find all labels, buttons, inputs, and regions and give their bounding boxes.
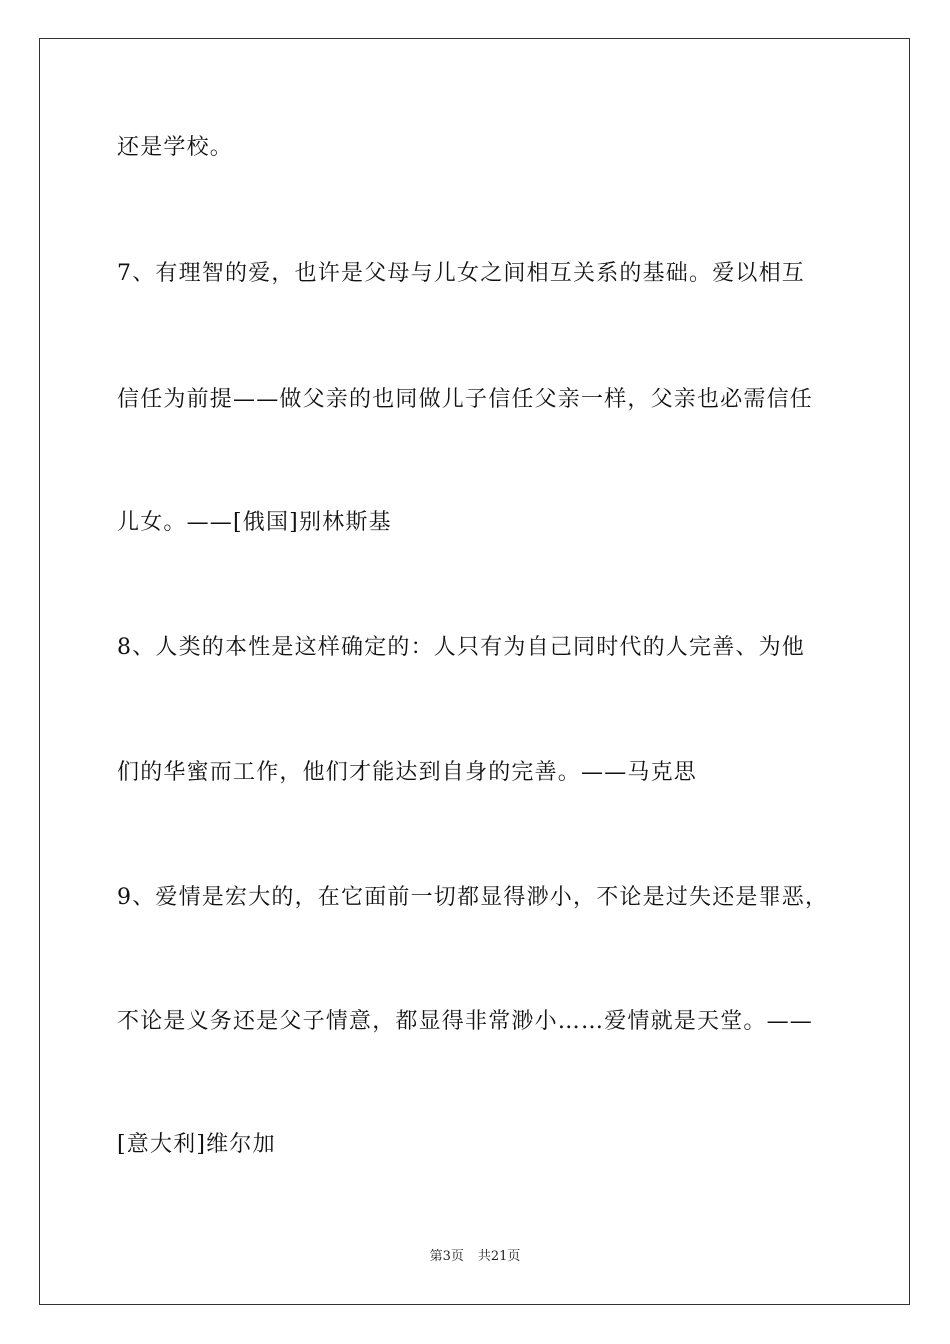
text-line: 7、有理智的爱，也许是父母与儿女之间相互关系的基础。爱以相互 <box>117 261 805 286</box>
text-line: 信任为前提——做父亲的也同做儿子信任父亲一样，父亲也必需信任 <box>117 387 814 412</box>
text-line: 9、爱情是宏大的，在它面前一切都显得渺小，不论是过失还是罪恶， <box>117 885 829 910</box>
page-frame <box>39 38 910 1305</box>
text-line: 儿女。——[俄国]别林斯基 <box>117 510 392 535</box>
page-total: 共21页 <box>477 1249 521 1264</box>
page-number: 第3页 <box>429 1249 464 1264</box>
text-line: 8、人类的本性是这样确定的：人只有为自己同时代的人完善、为他 <box>117 635 805 660</box>
text-line: 们的华蜜而工作，他们才能达到自身的完善。——马克思 <box>117 760 698 785</box>
text-line: 不论是义务还是父子情意，都显得非常渺小……爱情就是天堂。—— <box>117 1009 814 1034</box>
text-line: 还是学校。 <box>117 135 234 160</box>
text-line: [意大利]维尔加 <box>117 1132 276 1157</box>
page-footer <box>0 1248 950 1266</box>
